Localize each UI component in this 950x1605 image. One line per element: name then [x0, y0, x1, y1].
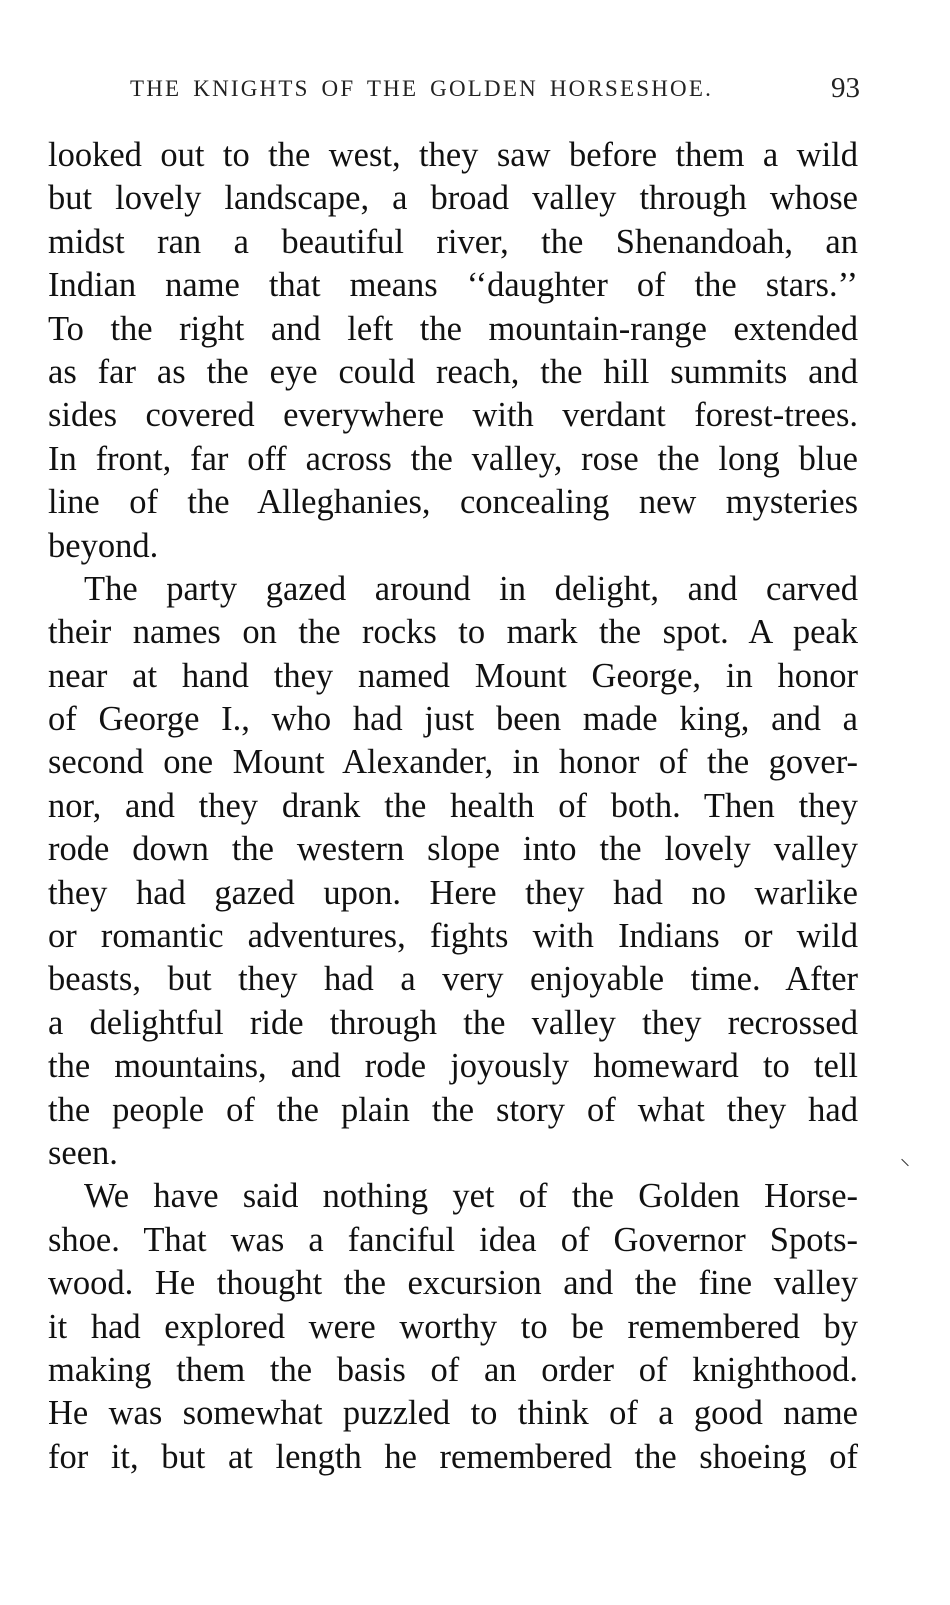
text-line: The party gazed around in delight, and carved	[84, 569, 858, 608]
text-line: To the right and left the mountain-range extended	[48, 309, 858, 348]
page-number: 93	[831, 72, 860, 104]
text-line: nor, and they drank the health of both. Then they	[48, 786, 858, 825]
text-line: it had explored were worthy to be remembered by	[48, 1307, 858, 1346]
margin-mark: ⸌	[900, 1156, 910, 1178]
text-line: In front, far off across the valley, rose the long blue	[48, 439, 858, 478]
text-line: midst ran a beautiful river, the Shenandoah, an	[48, 222, 858, 261]
text-line: of George I., who had just been made king, and a	[48, 700, 858, 739]
body-text	[48, 134, 858, 1479]
text-line: the people of the plain the story of what they had	[48, 1090, 858, 1129]
text-line: looked out to the west, they saw before them a wild	[48, 136, 858, 174]
text-line: or romantic adventures, fights with Indians or wild	[48, 917, 858, 956]
paragraph-2	[48, 568, 858, 1175]
text-line: beasts, but they had a very enjoyable time. After	[48, 960, 858, 999]
text-line: a delightful ride through the valley they recrossed	[48, 1003, 858, 1042]
text-line: near at hand they named Mount George, in honor	[48, 656, 858, 695]
text-line: rode down the western slope into the lovely valley	[48, 830, 858, 869]
text-line: Indian name that means ‘‘daughter of the stars.’’	[48, 266, 858, 305]
text-line: beyond.	[48, 526, 159, 565]
text-line: as far as the eye could reach, the hill summits and	[48, 352, 858, 391]
text-line: sides covered everywhere with verdant forest-trees.	[48, 396, 858, 435]
text-line: making them the basis of an order of knighthood.	[48, 1350, 858, 1389]
text-line: seen.	[48, 1133, 118, 1172]
text-line: wood. He thought the excursion and the fine valley	[48, 1264, 858, 1303]
text-line: their names on the rocks to mark the spot. A peak	[48, 613, 858, 652]
text-line: line of the Alleghanies, concealing new mysteries	[48, 483, 858, 522]
running-title: THE KNIGHTS OF THE GOLDEN HORSESHOE.	[130, 76, 714, 101]
text-line: the mountains, and rode joyously homeward to tell	[48, 1047, 858, 1086]
text-line: they had gazed upon. Here they had no warlike	[48, 873, 858, 912]
text-line: He was somewhat puzzled to think of a good name	[48, 1394, 858, 1433]
text-line: second one Mount Alexander, in honor of the gover-	[48, 743, 858, 782]
text-line: for it, but at length he remembered the shoeing of	[48, 1437, 858, 1476]
paragraph-1	[48, 134, 858, 568]
running-head	[48, 72, 860, 112]
text-line: We have said nothing yet of the Golden Horse-	[84, 1177, 858, 1216]
paragraph-3	[48, 1175, 858, 1479]
text-line: but lovely landscape, a broad valley through whose	[48, 179, 858, 218]
text-line: shoe. That was a fanciful idea of Governor Spots-	[48, 1220, 858, 1259]
